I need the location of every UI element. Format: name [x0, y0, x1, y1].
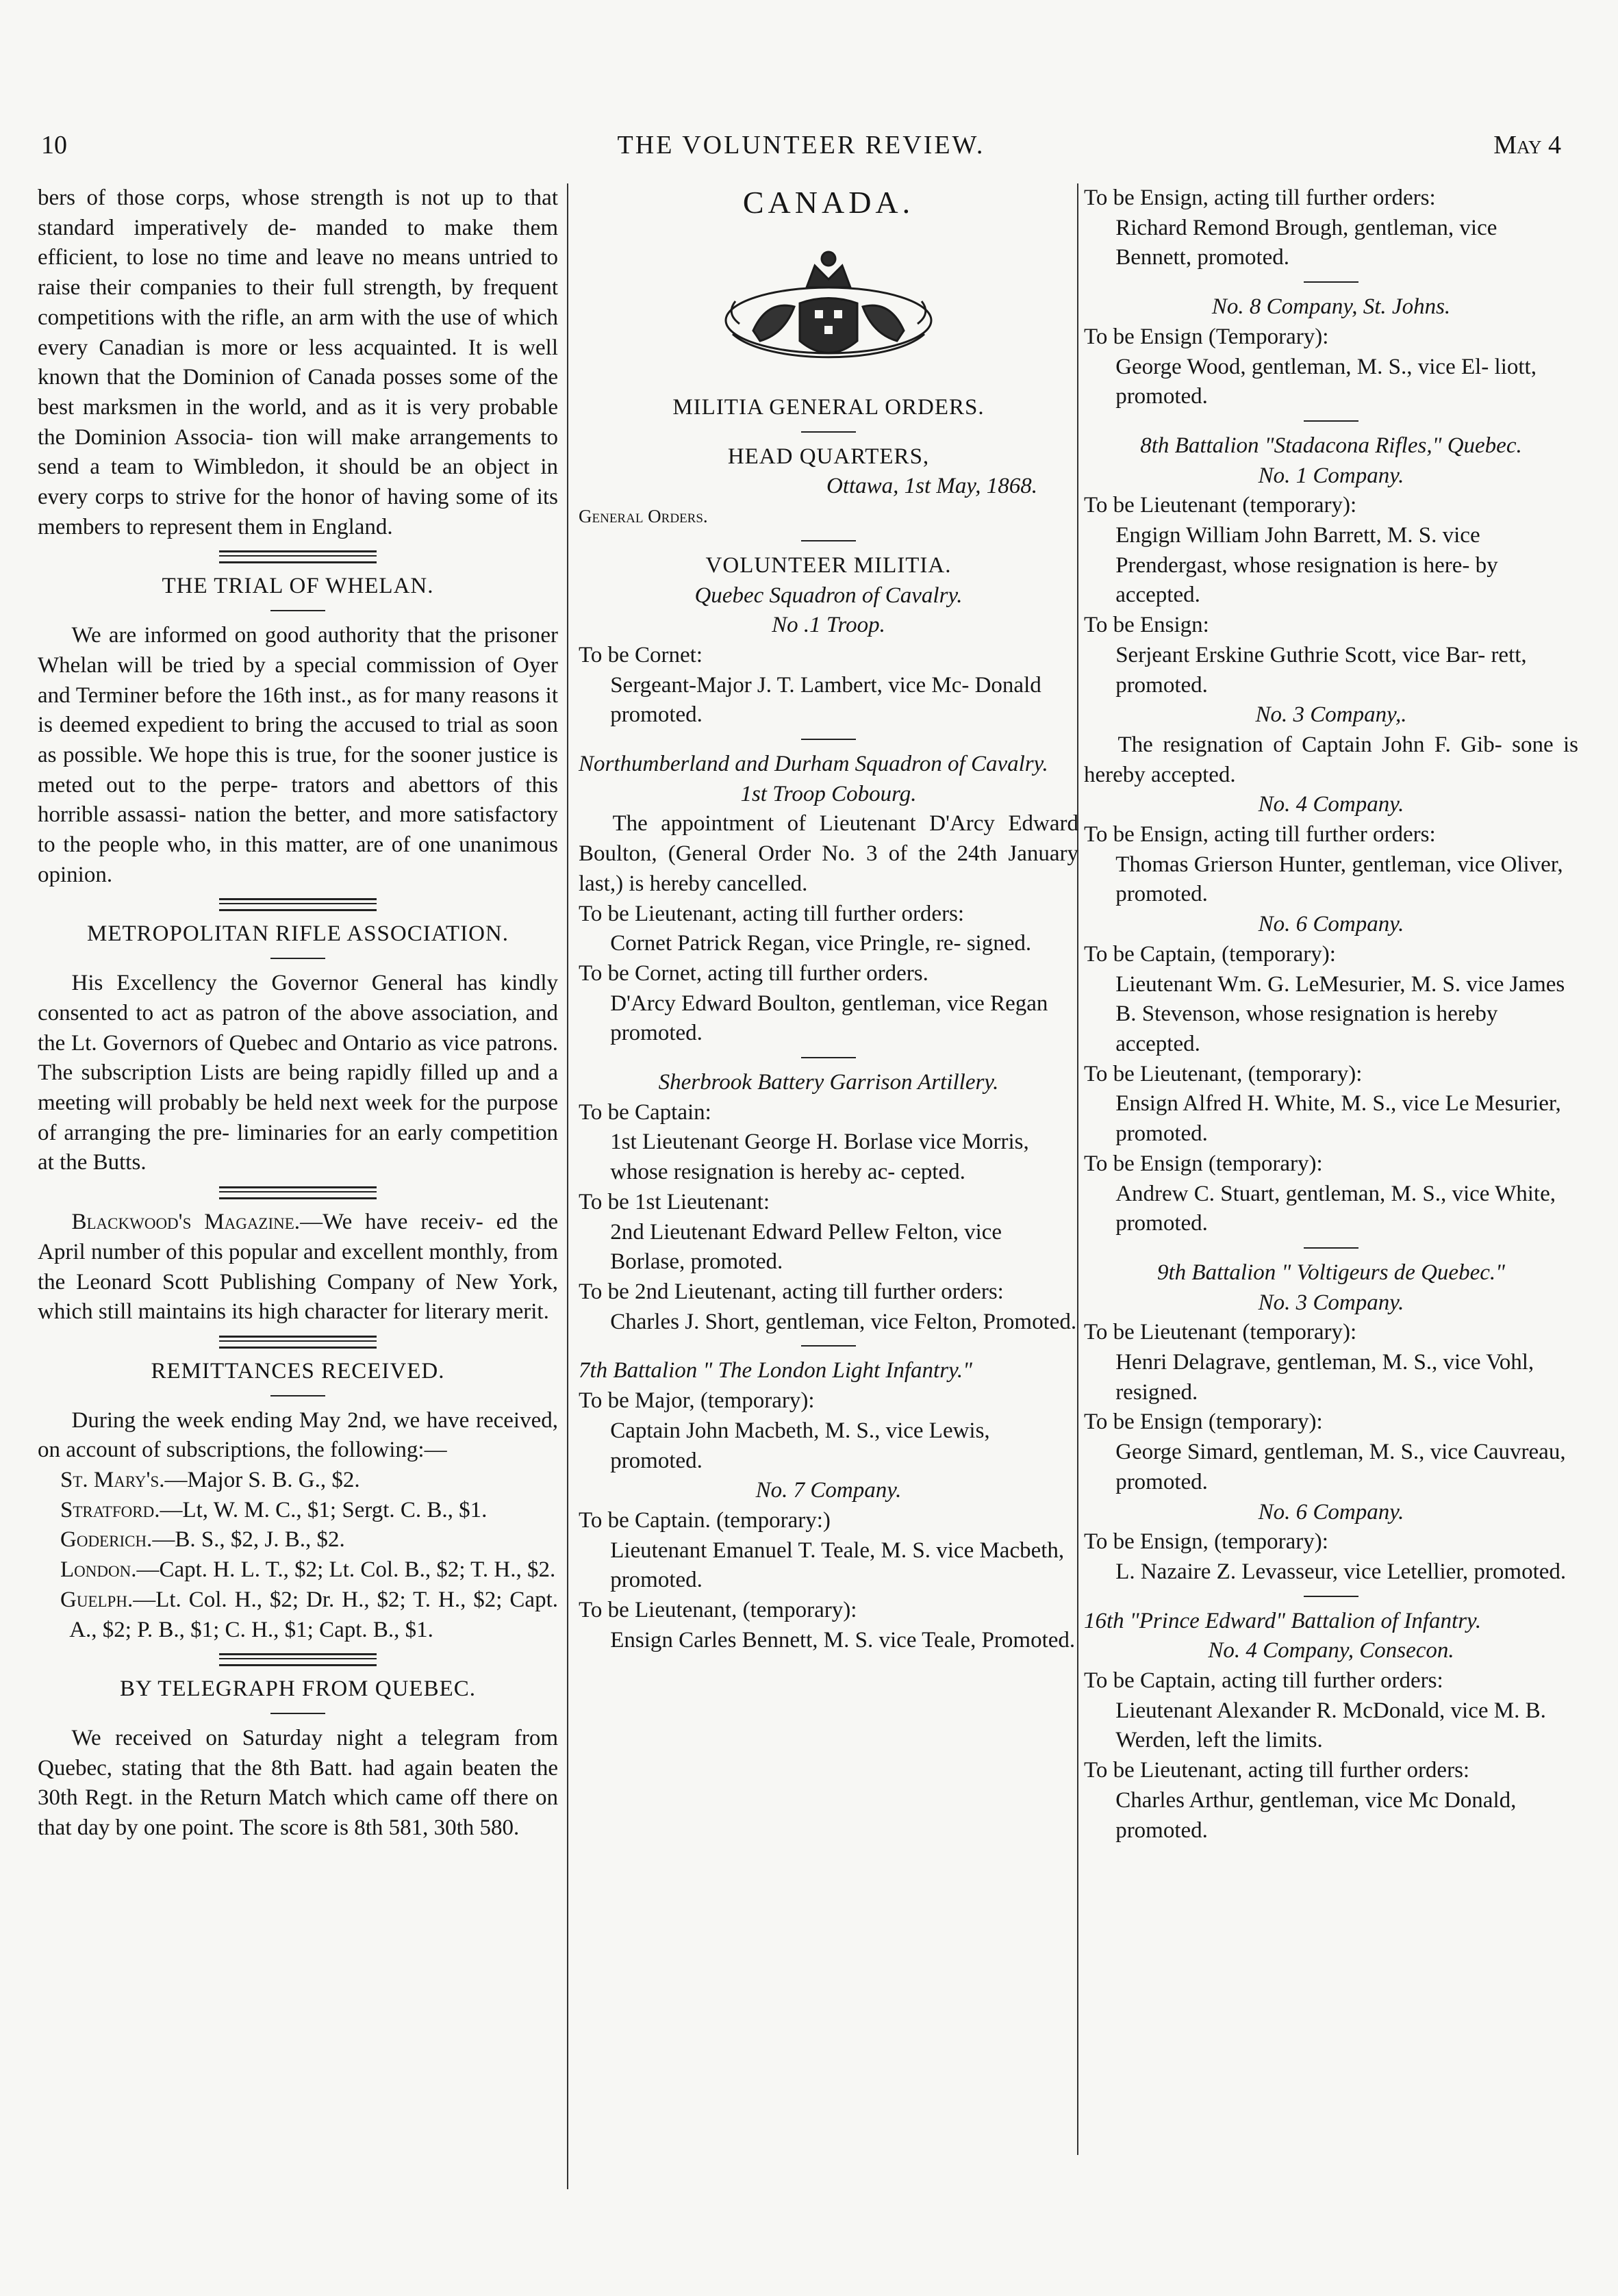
order-label: To be Lieutenant (temporary): [1084, 493, 1357, 518]
section-divider [219, 550, 377, 563]
dash-rule [801, 1345, 856, 1347]
dateline: Ottawa, 1st May, 1868. [826, 474, 1037, 499]
order-entry: Henri Delagrave, gentleman, M. S., vice Vohl, resigned. [1115, 1350, 1534, 1405]
column-left [38, 183, 558, 2255]
order-entry: George Wood, gentleman, M. S., vice El- liott, promoted. [1115, 354, 1537, 409]
company-heading: No. 4 Company, Consecon. [1208, 1638, 1454, 1663]
notice-lead: Blackwood's Magazine. [71, 1210, 301, 1235]
order-label: To be Lieutenant, (temporary): [1084, 1061, 1363, 1086]
unit-heading: 9th Battalion " Voltigeurs de Quebec." [1157, 1260, 1505, 1285]
publication-title: THE VOLUNTEER REVIEW. [617, 131, 985, 160]
order-label: To be Lieutenant, acting till further orders: [1084, 1758, 1470, 1783]
dash-rule [270, 1395, 325, 1396]
order-label: To be Captain, acting till further orders: [1084, 1668, 1443, 1694]
company-heading: No. 7 Company. [755, 1478, 902, 1503]
order-entry: Thomas Grierson Hunter, gentleman, vice Oliver, promoted. [1115, 852, 1563, 907]
order-entry: 1st Lieutenant George H. Borlase vice Morris, whose resignation is hereby ac- cepted. [610, 1130, 1029, 1185]
remittance-detail: —Lt. Col. H., $2; Dr. H., $2; T. H., $2; Capt. A., $2; P. B., $1; C. H., $1; Capt. B., $1. [69, 1587, 558, 1642]
section-heading: THE TRIAL OF WHELAN. [162, 574, 434, 599]
dash-rule [801, 431, 856, 433]
remittance-entry [38, 1525, 558, 1555]
order-entry: D'Arcy Edward Boulton, gentleman, vice Regan promoted. [610, 991, 1048, 1046]
company-heading: No. 4 Company. [1258, 792, 1404, 817]
order-entry: George Simard, gentleman, M. S., vice Cauvreau, promoted. [1115, 1440, 1566, 1494]
volunteer-militia-heading: VOLUNTEER MILITIA. [705, 552, 952, 578]
company-heading: No .1 Troop. [772, 613, 885, 638]
country-heading: CANADA. [742, 185, 915, 220]
section-heading: METROPOLITAN RIFLE ASSOCIATION. [87, 921, 509, 947]
order-label: To be Lieutenant, acting till further orders: [579, 901, 965, 926]
order-label: To be Ensign, (temporary): [1084, 1529, 1328, 1555]
dash-rule [801, 739, 856, 740]
order-entry: Charles J. Short, gentleman, vice Felton, Promoted. [610, 1309, 1077, 1334]
general-orders-label: General Orders. [579, 506, 708, 527]
order-label: To be Cornet, acting till further orders. [579, 960, 928, 986]
issue-date: May 4 [1493, 131, 1561, 160]
unit-heading: 8th Battalion "Stadacona Rifles," Quebec. [1140, 433, 1522, 458]
order-label: To be 2nd Lieutenant, acting till further orders: [579, 1279, 1004, 1304]
order-entry: Engign William John Barrett, M. S. vice Prendergast, whose resignation is here- by accepted. [1115, 523, 1498, 608]
company-heading: No. 3 Company,. [1255, 702, 1407, 728]
section-divider [219, 1653, 377, 1666]
remittance-list [38, 1466, 558, 1645]
article-body: His Excellency the Governor General has kindly consented to act as patron of the above association, and the Lt. Governors of Quebec and Ontario as vice patrons. The subscription Lists are being rapidly filled up and a meeting will probably be held next week for the purpose of arranging the pre- liminaries for an early competition at the Butts. [38, 971, 558, 1175]
article-continuation: bers of those corps, whose strength is not up to that standard imperatively de- manded to make them efficient, to lose no time and leave no means untried to raise their companies to their full strength, by frequent competitions with the rifle, an arm with the use of which every Canadian is more or less acquainted. It is well known that the Dominion of Canada posses some of the best marksmen in the world, and as it is very probable the Dominion Associa- tion will make arrangements to send a team to Wimbledon, it should be an object in every corps to strive for the honor of having some of its members to represent them in England. [38, 186, 558, 539]
column-right [1084, 183, 1578, 2255]
order-label: To be Captain, (temporary): [1084, 941, 1336, 967]
unit-heading: Northumberland and Durham Squadron of Cavalry. [579, 752, 1048, 777]
unit-heading: 16th "Prince Edward" Battalion of Infantry. [1084, 1608, 1482, 1633]
dash-rule [1304, 1247, 1358, 1249]
company-heading: No. 3 Company. [1258, 1290, 1404, 1315]
running-head [41, 130, 1561, 178]
order-label: To be Major, (temporary): [579, 1388, 815, 1414]
order-label: To be Lieutenant (temporary): [1084, 1320, 1357, 1345]
dash-rule [801, 1057, 856, 1058]
order-label: To be Ensign (Temporary): [1084, 324, 1329, 349]
order-entry: Ensign Alfred H. White, M. S., vice Le Mesurier, promoted. [1115, 1091, 1561, 1147]
remittance-place: Goderich. [60, 1527, 153, 1553]
dash-rule [270, 610, 325, 611]
order-label: To be Lieutenant, (temporary): [579, 1598, 857, 1623]
company-heading: No. 6 Company. [1258, 912, 1404, 937]
company-heading: 1st Troop Cobourg. [740, 781, 917, 806]
order-entry: Sergeant-Major J. T. Lambert, vice Mc- Donald promoted. [610, 672, 1041, 728]
remittance-detail: —Lt, W. M. C., $1; Sergt. C. B., $1. [160, 1497, 488, 1522]
order-label: To be Ensign: [1084, 613, 1209, 638]
order-label: To be Captain: [579, 1099, 711, 1125]
page-number: 10 [41, 131, 67, 160]
remittance-detail: —Capt. H. L. T., $2; Lt. Col. B., $2; T. H., $2. [136, 1557, 556, 1583]
dash-rule [801, 540, 856, 541]
order-entry: Lieutenant Alexander R. McDonald, vice M. B. Werden, left the limits. [1115, 1698, 1546, 1753]
dash-rule [1304, 420, 1358, 422]
order-entry: Captain John Macbeth, M. S., vice Lewis, promoted. [610, 1418, 990, 1473]
dash-rule [270, 958, 325, 959]
order-entry: Cornet Patrick Regan, vice Pringle, re- signed. [610, 931, 1032, 956]
order-label: To be 1st Lieutenant: [579, 1189, 770, 1214]
unit-heading: 7th Battalion " The London Light Infantry." [579, 1358, 973, 1383]
remittance-place: Stratford. [60, 1497, 160, 1522]
company-heading: No. 1 Company. [1258, 463, 1404, 488]
unit-heading: Sherbrook Battery Garrison Artillery. [658, 1070, 999, 1095]
notice-text: —We have receiv- ed the April number of this popular and excellent monthly, from the Leonard Scott Publishing Company of New York, which still maintains its high character for literary merit. [38, 1210, 559, 1325]
article-body: We received on Saturday night a telegram from Quebec, stating that the 8th Batt. had again beaten the 30th Regt. in the Return Match which came off there on that day by one point. The score is 8th 581, 30th 580. [38, 1725, 558, 1841]
remittance-place: London. [60, 1557, 137, 1583]
article-body: We are informed on good authority that the prisoner Whelan will be tried by a special commission of Oyer and Terminer before the 16th inst., as for many reasons it is deemed expedient to bring the accused to trial as soon as possible. We hope this is true, for the sooner justice is meted out to the perpe- trators and abettors of this horrible assassi- nation the better, and more satisfactory to the people who, in this matter, are of one unanimous opinion. [38, 623, 558, 887]
order-label: To be Cornet: [579, 642, 703, 667]
order-entry: Richard Remond Brough, gentleman, vice Bennett, promoted. [1115, 215, 1497, 270]
company-heading: No. 6 Company. [1258, 1499, 1404, 1525]
remittance-entry [38, 1466, 558, 1496]
company-heading: No. 8 Company, St. Johns. [1211, 294, 1451, 320]
order-entry: Serjeant Erskine Guthrie Scott, vice Bar- rett, promoted. [1115, 642, 1527, 698]
remittance-place: Guelph. [60, 1587, 134, 1612]
remittance-detail: —Major S. B. G., $2. [164, 1468, 360, 1493]
order-label: To be Ensign (temporary): [1084, 1410, 1323, 1435]
remittance-entry [38, 1585, 558, 1645]
orders-heading: MILITIA GENERAL ORDERS. [672, 395, 985, 420]
section-divider [219, 1336, 377, 1349]
dash-rule [1304, 1596, 1358, 1597]
unit-heading: Quebec Squadron of Cavalry. [694, 583, 963, 608]
order-entry: The appointment of Lieutenant D'Arcy Edward Boulton, (General Order No. 3 of the 24th January last,) is hereby cancelled. [579, 811, 1078, 896]
remittance-detail: —B. S., $2, J. B., $2. [152, 1527, 345, 1553]
order-entry: The resignation of Captain John F. Gib- sone is hereby accepted. [1084, 732, 1578, 787]
remittance-place: St. Mary's. [60, 1468, 165, 1493]
order-label: To be Captain. (temporary:) [579, 1507, 831, 1533]
order-entry: Charles Arthur, gentleman, vice Mc Donald, promoted. [1115, 1787, 1517, 1843]
order-entry: Lieutenant Emanuel T. Teale, M. S. vice Macbeth, promoted. [610, 1538, 1065, 1593]
remittance-entry [38, 1555, 558, 1585]
order-label: To be Ensign (temporary): [1084, 1151, 1323, 1176]
order-entry: Andrew C. Stuart, gentleman, M. S., vice White, promoted. [1115, 1181, 1556, 1236]
dash-rule [1304, 281, 1358, 283]
article-body: During the week ending May 2nd, we have received, on account of subscriptions, the following:— [38, 1407, 558, 1463]
order-entry: Lieutenant Wm. G. LeMesurier, M. S. vice James B. Stevenson, whose resignation is hereby accepted. [1115, 971, 1565, 1056]
order-entry: Ensign Carles Bennett, M. S. vice Teale, Promoted. [610, 1627, 1076, 1653]
remittance-entry [38, 1496, 558, 1526]
column-middle [579, 183, 1078, 2255]
section-heading: BY TELEGRAPH FROM QUEBEC. [119, 1676, 477, 1702]
order-label: To be Ensign, acting till further orders: [1084, 822, 1436, 847]
notice-blackwood [38, 1208, 558, 1327]
section-divider [219, 898, 377, 911]
order-entry: L. Nazaire Z. Levasseur, vice Letellier, promoted. [1115, 1559, 1567, 1584]
column-rule [567, 183, 568, 2189]
hq-heading: HEAD QUARTERS, [727, 444, 930, 469]
dash-rule [270, 1713, 325, 1714]
order-entry: 2nd Lieutenant Edward Pellew Felton, vice Borlase, promoted. [610, 1219, 1002, 1275]
royal-crest-icon [719, 238, 938, 375]
section-divider [219, 1186, 377, 1199]
section-heading: REMITTANCES RECEIVED. [151, 1358, 445, 1383]
order-label: To be Ensign, acting till further orders: [1084, 186, 1436, 210]
